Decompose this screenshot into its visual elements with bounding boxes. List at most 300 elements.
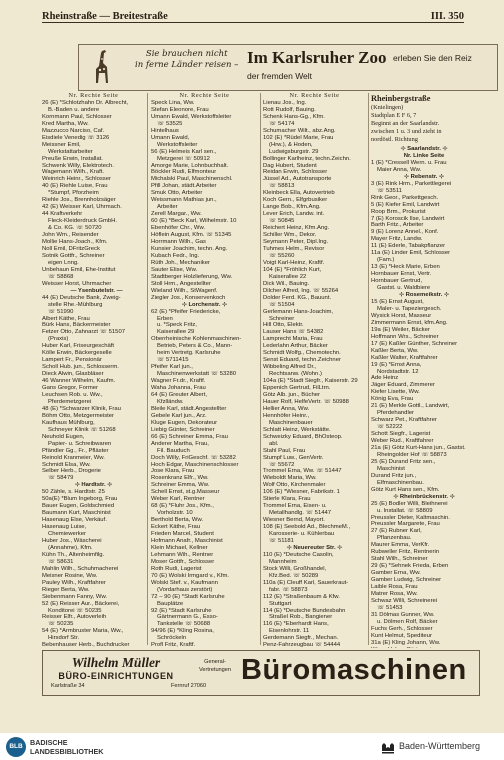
directory-entry: Gärtnermann G., Esso- [157, 614, 218, 621]
directory-entry: 44 (E) Deutsche Bank, Zweig- [42, 294, 121, 301]
directory-entry: 5 (E) Kiefer Emil, Landwirt [371, 201, 440, 208]
directory-entry: Kaßler Walter, Kraftfahrer [371, 354, 438, 361]
directory-entry: Trommel Erna, Eisen- u. [263, 503, 327, 510]
directory-entry: Dag Hubert, Student [263, 162, 317, 169]
directory-entry: Kleinbeck Ella, Autovertrieb [263, 190, 335, 197]
directory-entry: Voigt Karl-Heinz, Kraftf. [263, 259, 325, 266]
directory-entry: Lederlahn Arthur, Bäcker [263, 343, 328, 350]
directory-entry: Zerell Margar., Ww. [151, 211, 202, 218]
directory-entry: 60 (E) *Beck Karl, Wilhelmstr. 10 [151, 218, 237, 225]
directory-entry: Höflein August, Kfm. ☏ 51345 [151, 232, 232, 239]
directory-entry: Eisenlohrstr. 11 [269, 628, 310, 635]
directory-entry: 1 (E) *Cressell Wern. u. Frau [371, 159, 447, 166]
running-header-left: Rheinstraße — Breitestraße [42, 11, 168, 22]
directory-entry: 11a (E) Linder Emil, Schlosser [371, 250, 451, 257]
directory-entry: 21 (E) Merkle Gottl., Landwirt, [371, 403, 450, 410]
directory-entry: 62 (E) *Pfeifer Friedericke, [151, 308, 221, 315]
directory-entry: Laible Rosa, Frau [371, 584, 418, 591]
directory-entry: stelle Rhe.-Mühlburg [48, 301, 103, 308]
directory-entry: 50a(E) *Blum Ingeborg, Frau [42, 496, 118, 503]
directory-entry: Pflanzenbau. [377, 535, 412, 542]
directory-entry: Dolder Ferd. KG., Bauunt. [263, 294, 332, 301]
directory-entry: Lienau Jos., Ing. [263, 99, 307, 106]
directory-entry: 50 Zähle, s. Hardtstr. 25 [42, 489, 105, 496]
directory-entry: fabr. ☏ 58873 [269, 586, 308, 593]
directory-entry: Chemiewerker [48, 531, 86, 538]
street-title: Rheinbergstraße [371, 94, 431, 103]
directory-entry: Stumpf Luw., GenVertr. [263, 454, 324, 461]
directory-entry: ☏ 58868 [48, 273, 74, 280]
directory-entry: Schwarz Pet., Kraftfahrer [371, 417, 437, 424]
zoo-advertisement [78, 44, 498, 91]
directory-entry: (Vordarhaus zerstört) [157, 586, 213, 593]
directory-entry: 72 – 90 (E) *Stadt Karlsruhe [151, 593, 225, 600]
directory-entry: (Fam.) [377, 257, 395, 264]
directory-entry: Lampert Fr., Pensionär [42, 357, 102, 364]
directory-entry: Götz Alb. jun., Bücher [263, 391, 320, 398]
directory-entry: Fuchs Gerh., Schlosser [371, 625, 433, 632]
cross-street-marker: ⊹ Rosemeikstr. ⊹ [399, 292, 449, 299]
directory-entry: Horrmann Wilh., Gas [151, 239, 206, 246]
directory-entry: Rink Geor., Parkettgesch. [371, 194, 439, 201]
directory-entry: 19a (E) Weiler, Bäcker [371, 326, 430, 333]
column-heading: Nr. Rechte Seite [289, 93, 340, 99]
directory-entry: 94/96 (E) *Kling Rosina, [151, 628, 214, 635]
directory-entry: Fetzer Otto, Zahnarzt ☏ 51507 [42, 329, 126, 336]
directory-entry: Hasenaug Luise, [42, 524, 87, 531]
directory-entry: 17 (E) Kaßler Günther, Schreiner [371, 340, 458, 347]
directory-entry: Stuttgart [269, 600, 292, 607]
ad-general-line1: General- [204, 659, 226, 665]
directory-entry: Gamber Erna, Ww. [371, 570, 421, 577]
street-info: zwischen 1 u. 3 und zieht in [371, 128, 442, 135]
street-info: (Knielingen) [371, 104, 404, 111]
column-divider [260, 93, 261, 645]
directory-entry: Schröckeln [157, 635, 187, 642]
directory-entry [371, 647, 477, 648]
library-footer [0, 733, 504, 760]
directory-entry: Stierle Klara, Frau [263, 496, 311, 503]
directory-entry: Jüssel Ad., Autotransporte [263, 176, 332, 183]
directory-entry: Kaßler Berta, Ww. [371, 347, 419, 354]
directory-entry: Tuhmes Helm., Revisor [263, 245, 325, 252]
directory-entry: Rosenkranz Elfr., Ww. [151, 475, 209, 482]
directory-entry: Schwenk Willy, Elektrotech. [42, 162, 114, 169]
directory-entry: Doch Willy, FriGeschf. ☏ 53282 [151, 454, 236, 461]
directory-entry: heim Vertretg. Karlsruhe [157, 350, 221, 357]
directory-entry: ☏ 51504 [269, 301, 295, 308]
bueromaschinen-advertisement [42, 650, 480, 696]
directory-entry: Penz-Fahrzeugbau ☏ 54444 [263, 642, 341, 648]
directory-entry: Roop Brm., Prokurist [371, 208, 426, 215]
running-header [42, 6, 464, 22]
directory-entry: Kubach Fedr., Ing. [151, 252, 200, 259]
directory-entry: Konditorei ☏ 50235 [48, 607, 102, 614]
directory-entry: Stahl Wilh., Schreiner [371, 556, 428, 563]
directory-entry: abl. [269, 440, 279, 447]
directory-entry: Kaiserallee 29 [157, 329, 195, 336]
directory-entry: Meisner Rosine, Ww. [42, 572, 98, 579]
directory-entry: Schreiner [269, 315, 295, 322]
directory-entry: Bürk Hans, Bäckermeister [42, 322, 111, 329]
directory-entry: Eisdiele Venedig ☏ 3126 [42, 134, 110, 141]
directory-entry: Schweizky Eduard, BhOsteop. [263, 433, 343, 440]
directory-entry: 106 (E) *Wiesner, Fabrikstr. 1 [263, 489, 340, 496]
directory-entry: Jose Klara, Frau [151, 468, 195, 475]
directory-entry: Wagner Fr.dr., Kraftf. [151, 378, 206, 385]
directory-entry: Götz Kurt Hans sen., Kfm. [371, 486, 440, 493]
directory-entry: ☏ 54174 [269, 120, 295, 127]
directory-entry: ☏ 53525 [157, 120, 183, 127]
header-rule [42, 22, 464, 23]
directory-entry: 92 (E) *Stadt Karlsruhe [151, 607, 212, 614]
directory-entry: Nordstadtstr. 12 [377, 368, 419, 375]
directory-entry: ☏ 55672 [269, 461, 295, 468]
directory-entry: Bleile Karl, städt.Angestellter [151, 405, 227, 412]
directory-entry: Werkstattarbeiter [48, 148, 93, 155]
directory-entry: Maier Anna, Ww. [377, 166, 422, 173]
directory-entry: Vorholzstr. 10 [157, 510, 193, 517]
directory-entry: Senst Eduard, techn.Zeichner [263, 357, 341, 364]
ad-phone: Fernruf 27060 [171, 683, 207, 689]
directory-entry: Lehmann Wih., Rentner [151, 551, 214, 558]
directory-entry: Erben [157, 315, 173, 322]
cross-street-marker: ⊹ Rheinbrückenstr. ⊹ [393, 493, 455, 500]
directory-entry: Rechtsanw. (Wohn.) [269, 371, 322, 378]
directory-entry: Oberrheinische Kohlenmaschinen- [151, 336, 242, 343]
directory-entry: ☏ 53511 [377, 187, 402, 194]
directory-entry: Speck Lina, Ww. [151, 99, 195, 106]
directory-entry: Bauer Eugen, Goldschmied [42, 503, 115, 510]
directory-entry: König Eva, Frau [371, 396, 414, 403]
directory-entry: Betrieb, Peters & Co., Mann- [157, 343, 233, 350]
directory-entry: Schneyer Klinik ☏ 51268 [48, 426, 116, 433]
directory-entry: Schiller Wm., Dekor. [263, 232, 317, 239]
directory-entry: Wolski Stef. v., Kaufmann [151, 579, 218, 586]
directory-entry: Michalski Paul, Maschinenschl. [151, 176, 233, 183]
directory-entry: Wagemann Wilh., Kraft. [42, 169, 104, 176]
directory-entry: Maschinenbauer [269, 419, 313, 426]
directory-entry: 25 (E) Bodler Willi, Bleihnerei [371, 500, 448, 507]
directory-entry: B.-Baden u. andere [48, 106, 100, 113]
directory-entry: Riehle Jos., Brennholzsäger [42, 197, 116, 204]
directory-entry: Gerlemann Hans-Joachim, [263, 308, 334, 315]
directory-entry: Hill Otto, Elektr. [263, 322, 304, 329]
directory-entry: Schreiner Emma, Ww. [151, 482, 210, 489]
directory-entry: Mayer Fritz, Landw. [371, 236, 423, 243]
directory-entry: 15 (E) Ernst August, [371, 298, 424, 305]
directory-entry: Kiefer Lisette, Ww. [371, 389, 420, 396]
directory-entry: Gans Gregor, Former [42, 385, 98, 392]
cross-street-marker: — Ysenbutelstr. — [70, 287, 123, 294]
directory-entry: Kaufhaus Mühlburg, [42, 419, 95, 426]
directory-entry: 112 (E) *Straßenbaum & Kfw. [263, 593, 340, 600]
directory-entry: 110a (E) Cleuff Karl, Sauerkraut- [263, 579, 349, 586]
directory-entry: 54 (E) *Armbruster Maria, Ww., [42, 628, 124, 635]
directory-entry: u. *Speck Fritz, [157, 322, 197, 329]
directory-column-1 [42, 93, 145, 648]
directory-entry: Hintelhaus [151, 127, 179, 134]
directory-entry: John Wm., Reisender [42, 232, 99, 239]
directory-entry: Berthold Berta, Ww. [151, 517, 204, 524]
directory-entry: Maschinist [377, 465, 405, 472]
ad-company-name: Wilhelm Müller [71, 655, 161, 670]
directory-entry: Hoffmann Wrs., Schreiner [371, 333, 439, 340]
directory-entry: Pfeifer Karl jun., [151, 364, 193, 371]
directory-entry: Maurer Emma, VerKfr. [371, 542, 430, 549]
directory-entry: Sauter Elise, Ww. [151, 266, 198, 273]
directory-entry: Siebenmann Fanny, Ww. [42, 593, 108, 600]
directory-entry: Stock Willi, Großhandel, [263, 565, 327, 572]
directory-entry: Stoll Hrm., Angestellter [151, 280, 211, 287]
directory-entry: Fil. Bauduch [157, 447, 190, 454]
directory-entry: Lauser Hans ☏ 54382 [263, 329, 324, 336]
directory-entry: Anderer Martha, Frau, [151, 440, 209, 447]
directory-entry: 64 (E) Greuter Albert, [151, 391, 207, 398]
blb-name-line2: LANDESBIBLIOTHEK [30, 747, 104, 756]
baden-wuerttemberg-lions-icon [380, 739, 396, 755]
directory-entry: 26 (E) *Schlotzhahn Dr. Albrecht, [42, 99, 129, 106]
directory-entry: Barth Fritz., Arbeiter [371, 222, 424, 229]
directory-entry: 7 (E) Koroscik Ilse, Landwirt [371, 215, 445, 222]
directory-entry: Smuk Otto, Arbeiter [151, 190, 203, 197]
directory-entry: Schell Ernst, st.g.Masseur [151, 489, 220, 496]
directory-entry: 31a (E) Kling Johann, Ww. [371, 639, 441, 646]
ad-company-subtitle: BÜRO-EINRICHTUNGEN [58, 671, 174, 681]
directory-entry: Hofmann Anafr., Maschinist [151, 538, 223, 544]
directory-entry: Ebenhöfer Chr., Ww. [151, 225, 206, 232]
directory-entry: 68 (E) *Fluhr Jos., Kfm., [151, 503, 214, 510]
street-info: Beginnt an der Saarlandstr. [371, 120, 440, 127]
directory-entry: Scholl Hub. jun., Schlosserm. [42, 364, 119, 371]
directory-entry: Schlatt Heinz, Werkstätte. [263, 426, 331, 433]
column-heading: Nr. Rechte Seite [179, 93, 230, 99]
directory-entry: Jäger Eduard, Zimmerer [371, 382, 435, 389]
directory-entry: Matrer Rosa, Ww. [371, 591, 418, 597]
directory-entry: Kunt Helmut, Spediteur [371, 632, 432, 639]
directory-entry: 46 Wanner Wilhelm, Kaufm. [42, 378, 116, 385]
directory-entry: Wibbeling Alfred Dr., [263, 364, 317, 371]
directory-entry: 9 (E) Lorenz Annel., Konf. [371, 229, 439, 236]
directory-entry: Böckler Rudi, Elfmonteur [151, 169, 217, 176]
directory-entry: ☏ 51181 [269, 538, 294, 544]
directory-entry: Stadtberger Holzlieferung, Ww. [151, 273, 233, 280]
directory-entry: 29 (E) *Sehnek Frieda, Erben [371, 563, 449, 570]
directory-entry: Wieland Wilh., StWagenf. [151, 287, 218, 294]
directory-entry: Profl Fritz, Kraftf. [151, 642, 196, 648]
directory-entry: Ade Heinz [371, 375, 399, 382]
directory-entry: Reidan Erwin, Schlosser [263, 169, 328, 176]
zoo-ad-tagline-line1: Sie brauchen nicht [145, 49, 228, 59]
directory-entry: 19 (E) *Ernst Anna, [371, 361, 422, 368]
directory-entry: Mahlin Wilh., Schuhmacherei [42, 565, 119, 572]
directory-entry: Schumacher Wilt., abz.Ang. [263, 127, 336, 134]
directory-entry: Preussler Margarete, Frau [371, 521, 440, 528]
directory-entry: Maler- u. Tapeziergesch. [377, 305, 442, 312]
directory-entry: Kluge Eugen, Dekorateur [151, 419, 218, 426]
directory-entry: ☏ 51990 [48, 308, 74, 315]
cross-street-marker: ⊹ Rebenstr. ⊹ [404, 173, 444, 180]
directory-entry: 70 (E) Wolski Irmgard v., Kfm. [151, 572, 230, 579]
directory-entry: Rott Rudolf, Bauing. [263, 106, 316, 113]
directory-entry: Schmidt Wolfg., Chemotechn. [263, 350, 341, 357]
directory-entry: & Co. KG. ☏ 50720 [48, 225, 102, 232]
directory-entry: Schmidt Elsa, Ww. [42, 461, 91, 468]
directory-entry: Eppenich Gertrud, FilLtrn. [263, 385, 331, 392]
directory-entry: ☏ 55260 [269, 252, 295, 259]
directory-entry: 48 (E) *Schwarzer Klinik, Frau [42, 405, 121, 412]
directory-entry: Dieck Alwin, Glasbläser [42, 371, 104, 378]
directory-entry: Gamber Ludwig, Schreiner [371, 577, 442, 584]
blb-name[interactable] [30, 738, 103, 756]
directory-entry: Fleck-Kleiderdruck GmbH. [48, 218, 118, 225]
directory-entry: Hellier Anna, Ww. [263, 405, 310, 412]
directory-entry: Lever Erich, Landw. int. [263, 211, 325, 218]
directory-entry: Ludwigsburgstr. 29 [269, 148, 319, 155]
directory-entry: Noll Emil, DFritzGreck [42, 245, 100, 252]
directory-column-2 [151, 93, 258, 648]
directory-entry: 116 (E) *Eberhardt Hans, [263, 621, 329, 628]
directory-entry: Mazzucco Narciso, Caf. [42, 127, 105, 134]
directory-entry: Hauer Rolf, HelfeVertr. ☏ 50988 [263, 398, 349, 405]
blb-logo[interactable]: BLB [6, 737, 26, 757]
directory-entry: Hennhöfer Heinr., [263, 412, 310, 419]
directory-entry: Moser Gottfr., Schlosser [151, 558, 215, 565]
directory-entry: 3 (E) Rink Hrm., Parkettlegerei [371, 180, 452, 187]
directory-entry: Kaiserallee 22 [269, 273, 307, 280]
directory-entry: Weinrich Heinr., Schlosser [42, 176, 111, 183]
cross-street-marker: ⊹ Saarlandstr. ⊹ [400, 146, 448, 152]
directory-entry: Hirsdorf Str. [48, 635, 80, 642]
directory-entry: Pferdemetzgerei [48, 398, 92, 405]
directory-entry: 102 (E) *Rüdel Marie, Frau [263, 134, 334, 141]
directory-entry: Weber Rud., Kraftfahrer [371, 438, 434, 445]
directory-entry: Schenk Hans-Gg., Kfm. [263, 113, 325, 120]
directory-entry: Böhm Otto, Metzgermeister [42, 412, 115, 419]
directory-entry: Wolf Otto, Kirchenmaler [263, 482, 326, 489]
directory-entry: Durand Fritz jun., [371, 472, 417, 479]
directory-entry: Maschinenwerkstatt ☏ 53280 [157, 371, 237, 378]
directory-entry: ☏ 50845 [269, 218, 295, 225]
directory-entry: u. Installat. ☏ 58809 [377, 507, 433, 514]
directory-entry: Pfändler Gg., Fr., Pfläster [42, 447, 109, 454]
directory-entry: Sotnik Gottfr., Schreiner [42, 252, 105, 259]
directory-entry: (Hrw.), & Hoden, [269, 141, 313, 148]
directory-entry: Schott Siegfr., Lagerist [371, 431, 431, 438]
directory-entry: Kred Martha, Ww. [42, 120, 89, 127]
zoo-ad-text-1: erleben Sie den Reiz [393, 53, 472, 63]
directory-entry: 110 (E) *Deutsche Casolin, [263, 551, 334, 558]
street-info: nordöstl. Richtung [371, 136, 418, 143]
directory-entry: Kölle Erwin, Bäckergeselle [42, 350, 112, 357]
column-divider [368, 93, 369, 645]
directory-entry: Bauplätze [157, 600, 184, 607]
directory-entry: ☏ 58813 [269, 183, 295, 190]
directory-entry: Hornbauer Ernst, Vertr. [371, 271, 432, 278]
directory-entry: 40 (E) Riehle Luise, Frau [42, 183, 108, 190]
ad-address: Karlstraße 34 [51, 683, 85, 689]
directory-entry: (Annahme), Kfm. [48, 544, 93, 551]
directory-entry: ☏ 52222 [377, 424, 403, 431]
directory-entry: 13 (E) *Heck Marie, Erben [371, 264, 440, 271]
directory-entry: Metzgerei ☏ 50912 [157, 155, 210, 162]
directory-entry: Unbehaun Emil, Ehe-Institut [42, 266, 116, 273]
directory-entry: Liebig Günter, Schreiner [151, 426, 215, 433]
directory-entry: Werkstoffsleiter [157, 141, 198, 148]
directory-entry: Weisser Horst, Uhrmacher [42, 280, 112, 287]
directory-entry: Pauley Wilh., Kraftfahrer [42, 579, 106, 586]
directory-entry: Neuhold Eugen, [42, 433, 85, 440]
directory-entry: Preuße Erwin, Installat. [42, 155, 103, 162]
directory-entry: Preussler Dieter, Kaltmaschin. [371, 514, 450, 521]
directory-entry: 25 (E) Durand Fritz sen., [371, 458, 436, 465]
directory-entry: Lange Bob., Kfm.Ang. [263, 204, 321, 211]
zoo-ad-text-2: der fremden Welt [247, 71, 313, 81]
zoo-ad-tagline-line2: in ferne Länder reisen – [135, 60, 239, 70]
directory-entry: 104 (E) *Fröhlich Kurt, [263, 266, 322, 273]
directory-entry: Rheingolder Hof ☏ 58873 [377, 451, 447, 458]
cross-street-marker: ⊹ Neuereuter Str. ⊹ [286, 544, 343, 551]
directory-entry: Straßel Rob., Bangiener [269, 614, 333, 621]
directory-entry: Reinold Kranmeier, Ww. [42, 454, 105, 461]
directory-entry: Arbeiter [157, 204, 178, 211]
zoo-ad-title: Im Karlsruher Zoo [247, 48, 387, 67]
directory-entry: ☏ 5711415 [157, 357, 189, 364]
directory-column-4 [371, 93, 477, 648]
zoo-ad-tagline [135, 49, 238, 71]
directory-entry: u. Dölmen Rolf, Bäcker [377, 618, 438, 625]
directory-entry: Seymann Peter, Dipl.Ing. [263, 239, 329, 246]
column-heading: Nr. Rechte Seite [68, 93, 119, 99]
cross-street-marker: ⊹ Hardtstr. ⊹ [74, 482, 113, 489]
directory-entry: Selber Herb., Drogerie [42, 468, 101, 475]
directory-entry: Rieger Berta, Ww. [42, 586, 90, 593]
directory-entry: Koch Gern., Elfgrbusiker [263, 197, 328, 204]
street-heading-block [371, 93, 477, 144]
street-info: Stadtplan E F 6, 7 [371, 112, 417, 119]
directory-entry: Pferdehandler [377, 410, 415, 417]
directory-entry: Hornbauer Gertrud, [371, 278, 423, 285]
directory-entry: Umann Ewald, [151, 134, 190, 141]
directory-entry: eigen Lnng. [48, 259, 79, 266]
directory-entry: Pfill Johan, städt.Arbeiter [151, 183, 217, 190]
directory-entry: ☏ 58631 [48, 558, 74, 565]
directory-entry: Waha Johanna, Frau [151, 385, 206, 392]
giraffe-icon [87, 49, 113, 85]
directory-entry: Wieboldt Maria, Ww. [263, 475, 317, 482]
directory-entry: Huber Jos., Wäscherei [42, 538, 102, 544]
directory-entry: Klein Michael, Kellner [151, 544, 208, 551]
cross-street-marker: ⊹ Lorchenstr. ⊹ [181, 301, 228, 308]
directory-entry: Kfzlländw. [157, 398, 184, 405]
ad-general-agencies [193, 658, 237, 674]
directory-entry: Frieden Marcel, Student [151, 531, 214, 538]
cross-street-marker: Nr. Linke Seite [403, 152, 445, 159]
baden-wuerttemberg-label[interactable]: Baden-Württemberg [399, 741, 481, 751]
directory-entry: 114 (E) *Deutsche Bundesbahn [263, 607, 346, 614]
directory-entry: 108 (E) Seebold Ad., BlechmeM., [263, 524, 351, 531]
directory-entry: ☏ 58479 [48, 475, 74, 482]
directory-entry: Kfz.Bed. ☏ 50289 [269, 572, 319, 579]
directory-entry: Hoch Edgar, Maschinenschlosser [151, 461, 239, 468]
directory-entry: Weber Karl, Rentner [151, 496, 205, 503]
directory-entry: Kühn Th., Altenheimfilg. [42, 551, 105, 558]
directory-entry: Zimmermann Ernst, kfm.Ang. [371, 319, 448, 326]
column-divider [147, 93, 148, 645]
directory-entry: ☏ 50235 [48, 621, 74, 628]
directory-entry: *Stumpf, Pforzheim [48, 190, 99, 197]
directory-entry: Dick Wil., Bauing. [263, 280, 310, 287]
